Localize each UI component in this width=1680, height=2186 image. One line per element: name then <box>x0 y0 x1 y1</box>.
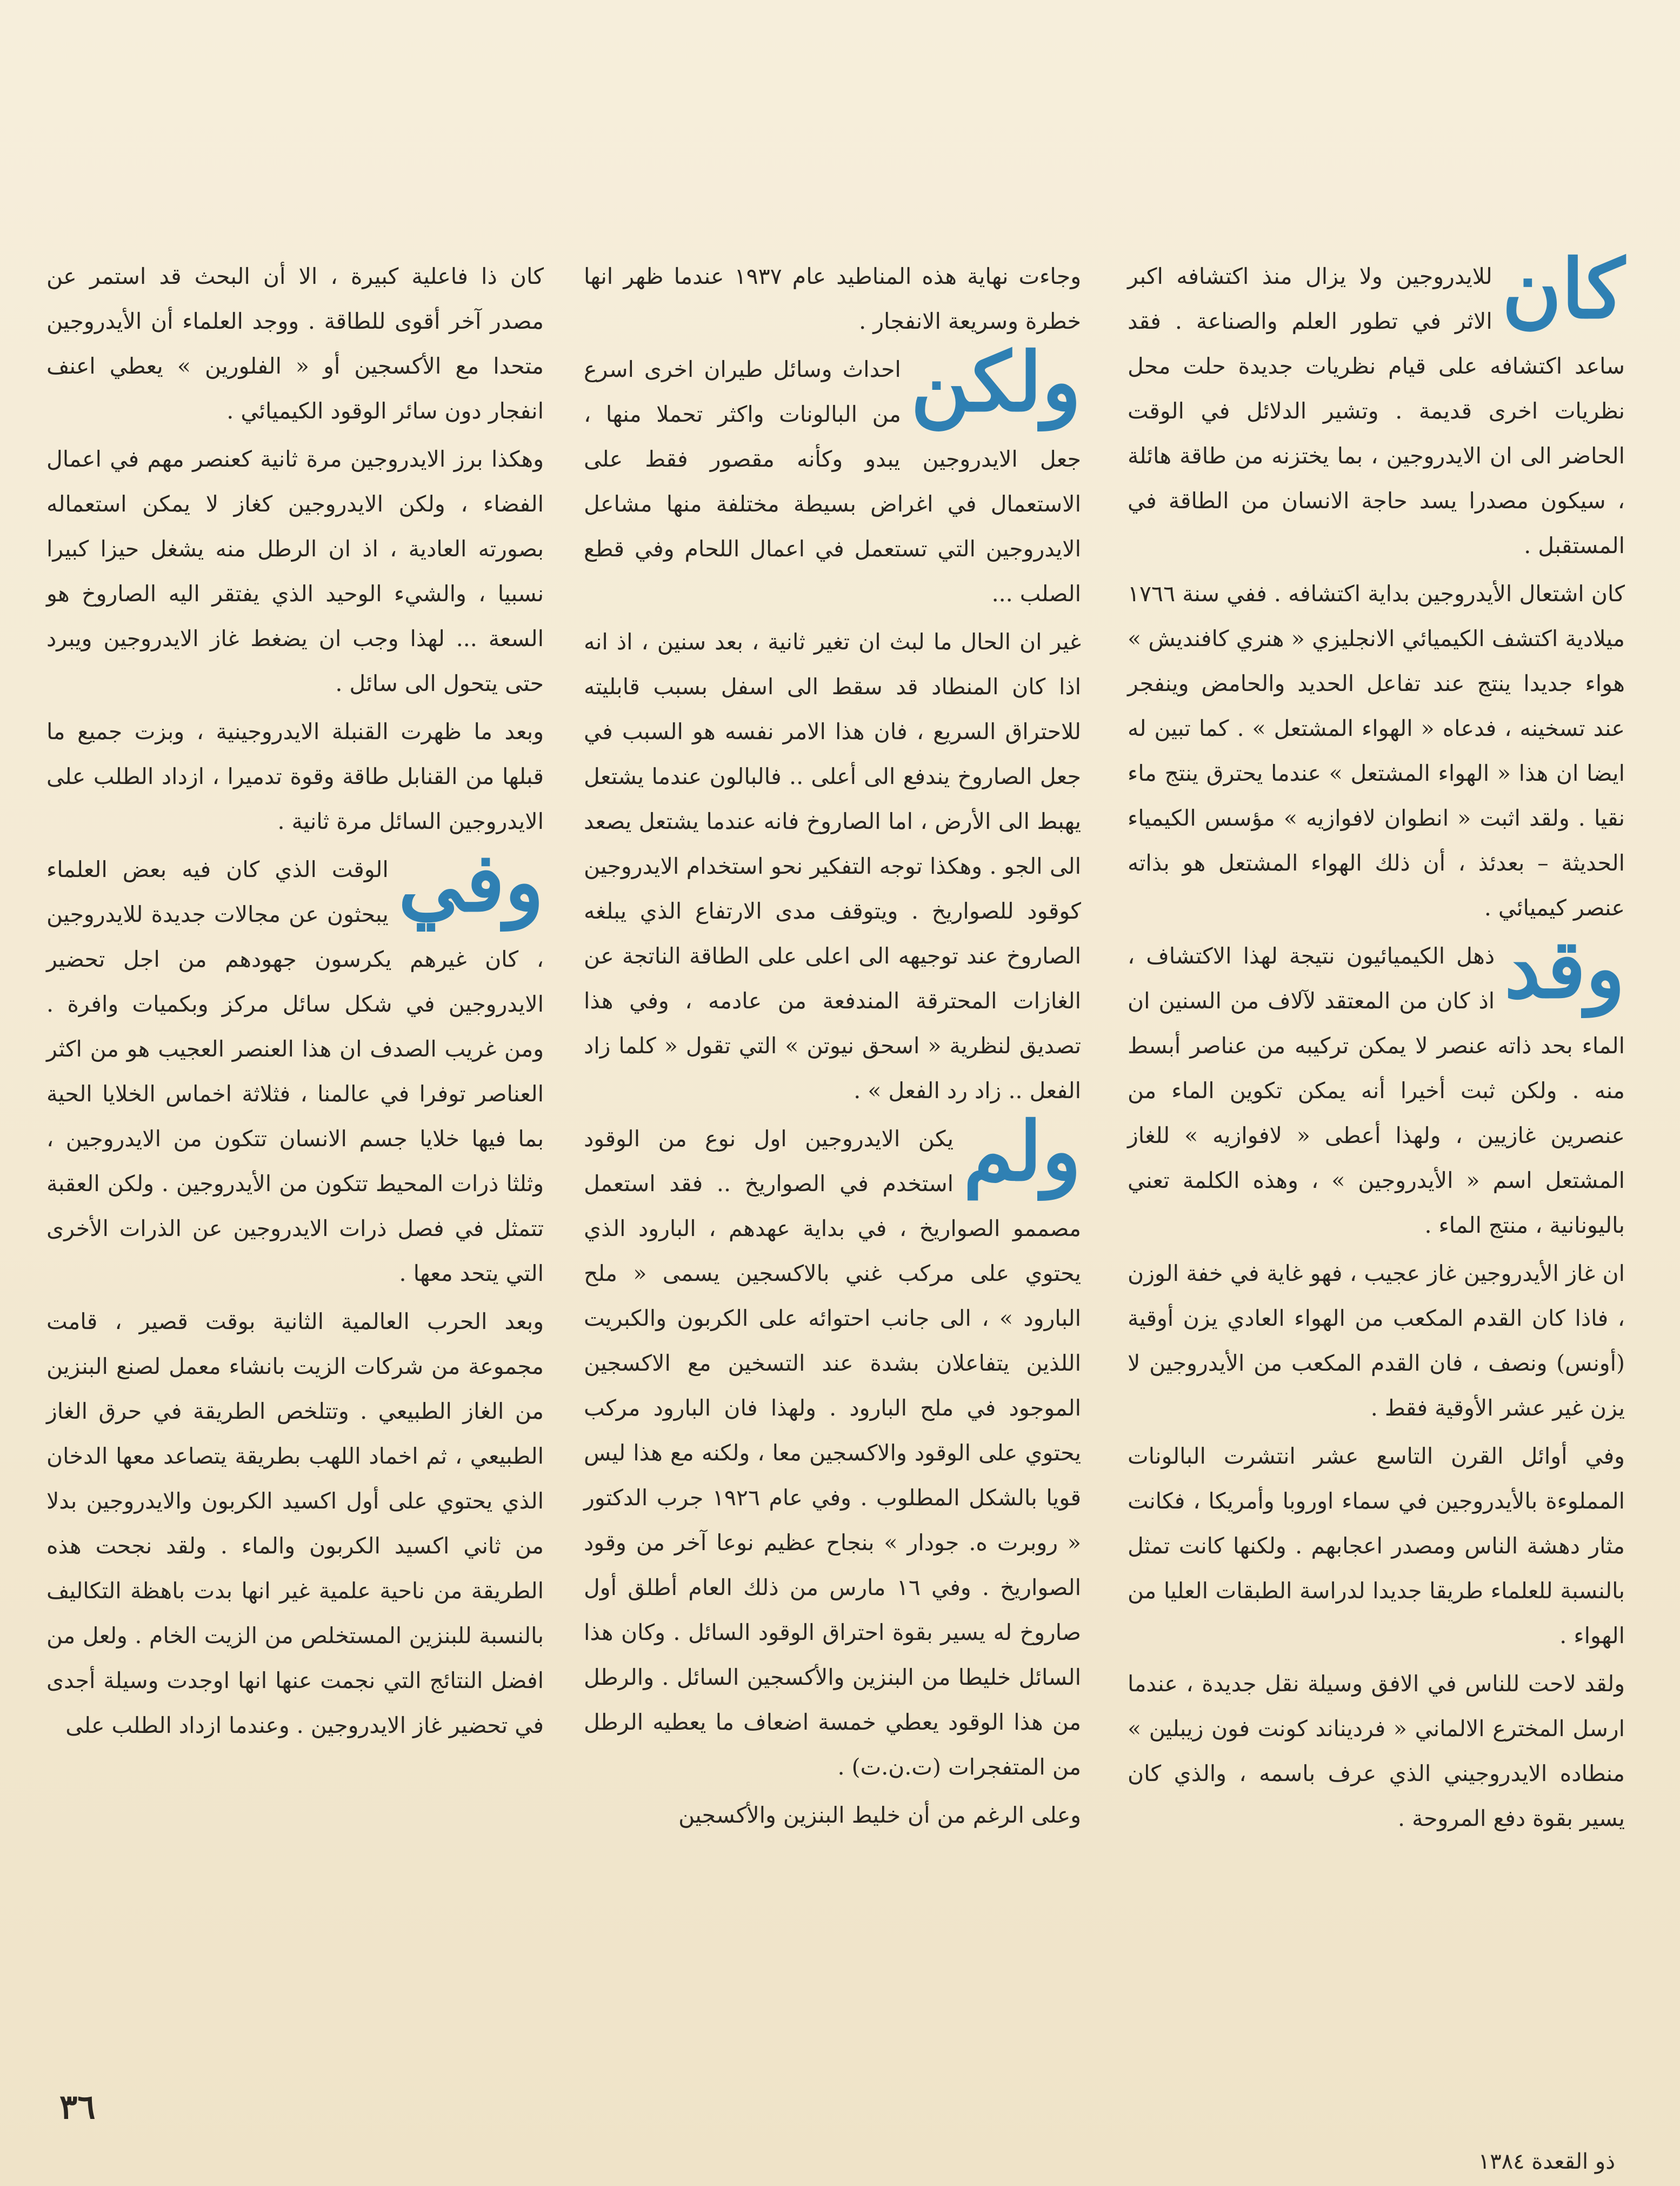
paragraph-text: للايدروجين ولا يزال منذ اكتشافه اكبر الاثر في تطور العلم والصناعة . فقد ساعد اكتشافه على قيام نظريات جديدة حلت محل نظريات اخرى قديمة . وتشير الدلائل في الوقت الحاضر الى ان الايدروجين ، بما يختزنه من طاقة هائلة ، سيكون مصدرا يسد حاجة الانسان من الطاقة في المستقبل . <box>1128 263 1625 559</box>
article-column-right <box>1128 242 1625 1844</box>
paragraph-text: ذهل الكيميائيون نتيجة لهذا الاكتشاف ، اذ كان من المعتقد لآلاف من السنين ان الماء بحد ذاته عنصر لا يمكن تركيبه من عناصر أبسط منه . ولكن ثبت أخيرا أنه يمكن تكوين الماء من عنصرين غازيين ، ولهذا أعطى « لافوازيه » للغاز المشتعل اسم « الأيدروجين » ، وهذه الكلمة تعني باليونانية ، منتج الماء . <box>1128 943 1625 1238</box>
issue-date: ذو القعدة ١٣٨٤ <box>1478 2149 1615 2174</box>
drop-cap: وفي <box>398 835 544 930</box>
article-column-left <box>46 254 544 1751</box>
article-column-middle <box>584 254 1081 1841</box>
paragraph: كان اشتعال الأيدروجين بداية اكتشافه . ففي سنة ١٧٦٦ ميلادية اكتشف الكيميائي الانجليزي « هنري كافنديش » هواء جديدا ينتج عند تفاعل الحديد والحامض وينفجر عند تسخينه ، فدعاه « الهواء المشتعل » . كما تبين له ايضا ان هذا « الهواء المشتعل » عندما يحترق ينتج ماء نقيا . ولقد اثبت « انطوان لافوازيه » مؤسس الكيمياء الحديثة – بعدئذ ، أن ذلك الهواء المشتعل هو بذاته عنصر كيميائي . <box>1128 581 1625 921</box>
paragraph <box>46 835 544 1296</box>
drop-cap: كان <box>1502 242 1625 337</box>
page-number: ٣٦ <box>59 2087 96 2127</box>
paragraph: غير ان الحال ما لبث ان تغير ثانية ، بعد سنين ، اذ انه اذا كان المنطاد قد سقط الى اسفل بسبب قابليته للاحتراق السريع ، فان هذا الامر نفسه هو السبب في جعل الصاروخ يندفع الى أعلى .. فالبالون عندما يشتعل يهبط الى الأرض ، اما الصاروخ فانه عندما يشتعل يصعد الى الجو . وهكذا توجه التفكير نحو استخدام الايدروجين كوقود للصواريخ . ويتوقف مدى الارتفاع الذي يبلغه الصاروخ عند توجيهه الى اعلى على الطاقة الناتجة عن الغازات المحترقة المندفعة من عادمه ، وفي هذا تصديق لنظرية « اسحق نيوتن » التي تقول « كلما زاد الفعل .. زاد رد الفعل » . <box>584 629 1081 1104</box>
paragraph <box>584 335 1081 616</box>
paragraph-text: احداث وسائل طيران اخرى اسرع من البالونات واكثر تحملا منها ، جعل الايدروجين يبدو وكأنه مقصور فقط على الاستعمال في اغراض بسيطة مختلفة منها مشاعل الايدروجين التي تستعمل في اعمال اللحام وفي قطع الصلب ... <box>584 356 1081 607</box>
drop-cap: وقد <box>1504 921 1625 1016</box>
paragraph <box>584 1104 1081 1790</box>
paragraph <box>1128 242 1625 568</box>
paragraph <box>1128 921 1625 1248</box>
paragraph: وعلى الرغم من أن خليط البنزين والأكسجين <box>678 1802 1081 1828</box>
paragraph: وبعد الحرب العالمية الثانية بوقت قصير ، قامت مجموعة من شركات الزيت بانشاء معمل لصنع البنزين من الغاز الطبيعي . وتتلخص الطريقة في حرق الغاز الطبيعي ، ثم اخماد اللهب بطريقة يتصاعد معها الدخان الذي يحتوي على أول اكسيد الكربون والايدروجين بدلا من ثاني اكسيد الكربون والماء . ولقد نجحت هذه الطريقة من ناحية علمية غير انها بدت باهظة التكاليف بالنسبة للبنزين المستخلص من الزيت الخام . ولعل من افضل النتائج التي نجمت عنها انها اوجدت وسيلة أجدى في تحضير غاز الايدروجين . وعندما ازداد الطلب على <box>46 1308 544 1738</box>
paragraph-text: يكن الايدروجين اول نوع من الوقود استخدم في الصواريخ .. فقد استعمل مصممو الصواريخ ، في بداية عهدهم ، البارود الذي يحتوي على مركب غني بالاكسجين يسمى « ملح البارود » ، الى جانب احتوائه على الكربون والكبريت اللذين يتفاعلان بشدة عند التسخين مع الاكسجين الموجود في ملح البارود . ولهذا فان البارود مركب يحتوي على الوقود والاكسجين معا ، ولكنه مع هذا ليس قويا بالشكل المطلوب . وفي عام ١٩٢٦ جرب الدكتور « روبرت ه. جودار » بنجاح عظيم نوعا آخر من وقود الصواريخ . وفي ١٦ مارس من ذلك العام أطلق أول صاروخ له يسير بقوة احتراق الوقود السائل . وكان هذا السائل خليطا من البنزين والأكسجين السائل . والرطل من هذا الوقود يعطي خمسة اضعاف ما يعطيه الرطل من المتفجرات (ت.ن.ت) . <box>584 1126 1081 1780</box>
paragraph: وجاءت نهاية هذه المناطيد عام ١٩٣٧ عندما ظهر انها خطرة وسريعة الانفجار . <box>584 263 1081 334</box>
drop-cap: ولكن <box>910 335 1081 430</box>
paragraph-text: الوقت الذي كان فيه بعض العلماء يبحثون عن مجالات جديدة للايدروجين ، كان غيرهم يكرسون جهودهم من اجل تحضير الايدروجين في شكل سائل مركز وبكميات وافرة . ومن غريب الصدف ان هذا العنصر العجيب هو من اكثر العناصر توفرا في عالمنا ، فثلاثة اخماس الخلايا الحية بما فيها خلايا جسم الانسان تتكون من الايدروجين ، وثلثا ذرات المحيط تتكون من الأيدروجين . ولكن العقبة تتمثل في فصل ذرات الايدروجين عن الذرات الأخرى التي يتحد معها . <box>46 856 544 1286</box>
paragraph: وبعد ما ظهرت القنبلة الايدروجينية ، وبزت جميع ما قبلها من القنابل طاقة وقوة تدميرا ، ازداد الطلب على الايدروجين السائل مرة ثانية . <box>46 719 544 834</box>
paragraph: ولقد لاحت للناس في الافق وسيلة نقل جديدة ، عندما ارسل المخترع الالماني « فرديناند كونت فون زيبلين » منطاده الايدروجيني الذي عرف باسمه ، والذي كان يسير بقوة دفع المروحة . <box>1128 1671 1625 1831</box>
paragraph: وهكذا برز الايدروجين مرة ثانية كعنصر مهم في اعمال الفضاء ، ولكن الايدروجين كغاز لا يمكن استعماله بصورته العادية ، اذ ان الرطل منه يشغل حيزا كبيرا نسبيا ، والشيء الوحيد الذي يفتقر اليه الصاروخ هو السعة ... لهذا وجب ان يضغط غاز الايدروجين ويبرد حتى يتحول الى سائل . <box>46 446 544 696</box>
paragraph: وفي أوائل القرن التاسع عشر انتشرت البالونات المملوءة بالأيدروجين في سماء اوروبا وأمريكا ، فكانت مثار دهشة الناس ومصدر اعجابهم . ولكنها كانت تمثل بالنسبة للعلماء طريقا جديدا لدراسة الطبقات العليا من الهواء . <box>1128 1443 1625 1649</box>
drop-cap: ولم <box>963 1104 1081 1199</box>
paragraph: كان ذا فاعلية كبيرة ، الا أن البحث قد استمر عن مصدر آخر أقوى للطاقة . ووجد العلماء أن الأيدروجين متحدا مع الأكسجين أو « الفلورين » يعطي اعنف انفجار دون سائر الوقود الكيميائي . <box>46 263 544 424</box>
paragraph: ان غاز الأيدروجين غاز عجيب ، فهو غاية في خفة الوزن ، فاذا كان القدم المكعب من الهواء العادي يزن أوقية (أونس) ونصف ، فان القدم المكعب من الأيدروجين لا يزن غير عشر الأوقية فقط . <box>1128 1260 1625 1421</box>
